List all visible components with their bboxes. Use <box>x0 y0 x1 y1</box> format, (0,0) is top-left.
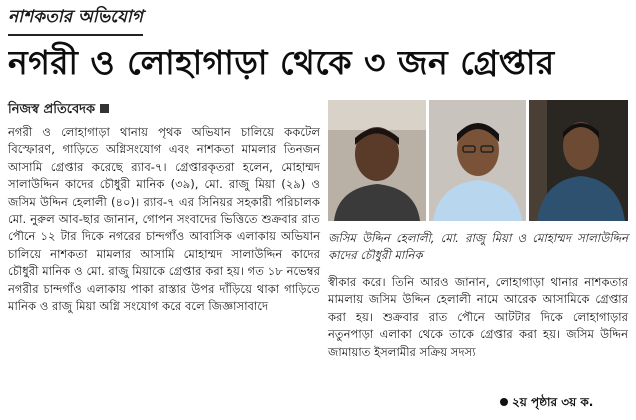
article-headline: নগরী ও লোহাগাড়া থেকে ৩ জন গ্রেপ্তার <box>8 43 555 82</box>
article-body-left-column: নগরী ও লোহাগাড়া থানায় পৃথক অভিযান চালিয়ে ককটেল বিস্ফোরণ, গাড়িতে অগ্নিসংযোগ এবং নাশকতা মামলার তিনজন আসামি গ্রেপ্তার করেছে র‍্যাব-৭। গ্রেপ্তারকৃতরা হলেন, মোহাম্মদ সালাউদ্দিন কাদের চৌধুরী মানিক (৩৯), মো. রাজু মিয়া (২৯) ও জসিম উদ্দিন হেলালী (৪০)। র‍্যাব-৭ এর সিনিয়র সহকারী পরিচালক মো. নুরুল আব-ছার জানান, গোপন সংবাদের ভিত্তিতে শুক্রবার রাত পৌনে ১২ টার দিকে নগরের চান্দগাঁও আবাসিক এলাকায় অভিযান চালিয়ে নাশকতা মামলার আসামি মোহাম্মদ সালাউদ্দিন কাদের চৌধুরী মানিক ও মো. রাজু মিয়াকে গ্রেপ্তার করা হয়। গত ১৮ নভেম্বর নগরীর চান্দগাঁও এলাকায় পাকা রাস্তার উপর দাঁড়িয়ে থাকা গাড়িতে মানিক ও রাজু মিয়া অগ্নি সংযোগ করে বলে জিজ্ঞাসাবাদে <box>8 125 320 314</box>
portrait-image <box>529 100 628 221</box>
bullet-icon <box>500 398 508 406</box>
photo-caption: জসিম উদ্দিন হেলালী, মো. রাজু মিয়া ও মোহাম্মদ সালাউদ্দিন কাদের চৌধুরী মানিক <box>328 231 628 262</box>
continued-text: ২য় পৃষ্ঠার ৩য় ক. <box>512 395 594 409</box>
portrait-image <box>328 100 426 221</box>
photo-md-raju-mia <box>429 100 526 221</box>
article-kicker: নাশকতার অভিযোগ <box>8 4 143 36</box>
photo-strip <box>328 100 628 221</box>
portrait-image <box>429 100 526 221</box>
article-body-right-column: স্বীকার করে। তিনি আরও জানান, লোহাগাড়া থানার নাশকতার মামলায় জসিম উদ্দিন হেলালী নামে আরেক আসামিকে গ্রেপ্তার করা হয়। শুক্রবার রাত পৌনে আটটার দিকে লোহাগাড়ার নতুনপাড়া এলাকা থেকে তাকে গ্রেপ্তার করা হয়। জসিম উদ্দিন জামায়াত ইসলামীর সক্রিয় সদস্য <box>328 275 628 359</box>
byline-square-icon <box>100 104 109 113</box>
photo-salauddin-kader-chowdhury-manik <box>529 100 628 221</box>
article-byline <box>8 100 109 121</box>
continued-on-page-note <box>500 394 593 414</box>
photo-jasim-uddin-helali <box>328 100 426 221</box>
byline-text: নিজস্ব প্রতিবেদক <box>8 102 96 117</box>
